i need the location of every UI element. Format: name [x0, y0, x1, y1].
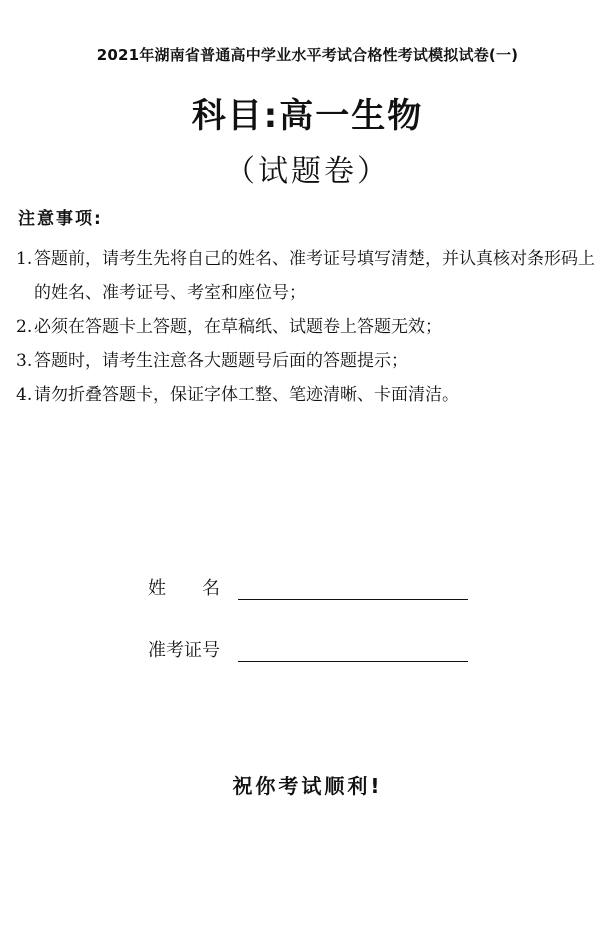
notice-item-text: 答题时，请考生注意各大题题号后面的答题提示； — [34, 351, 408, 371]
notice-item — [16, 242, 606, 310]
notice-item-text: 请勿折叠答题卡，保证字体工整、笔迹清晰、卡面清洁。 — [34, 385, 459, 405]
notice-item-number: 2. — [16, 317, 33, 337]
notice-item — [16, 344, 606, 378]
exam-id-field-row — [148, 636, 468, 662]
notice-item — [16, 310, 606, 344]
name-blank-line[interactable] — [238, 577, 468, 600]
subject-title: 科目:高一生物 — [191, 96, 424, 136]
name-label: 姓 名 — [148, 578, 220, 599]
exam-id-blank-line[interactable] — [238, 639, 468, 662]
exam-title: 2021年湖南省普通高中学业水平考试合格性考试模拟试卷(一) — [96, 46, 519, 64]
notice-item-text: 必须在答题卡上答题，在草稿纸、试题卷上答题无效； — [34, 317, 442, 337]
notice-list — [16, 242, 606, 412]
notice-item-number: 3. — [16, 351, 33, 371]
good-luck-message: 祝你考试顺利! — [232, 774, 383, 798]
notice-item-number: 4. — [16, 385, 33, 405]
notice-item-number: 1. — [16, 249, 33, 269]
name-field-row — [148, 574, 468, 600]
volume-label: （试题卷） — [225, 154, 390, 189]
notice-title: 注意事项: — [18, 209, 103, 229]
exam-id-label: 准考证号 — [148, 640, 220, 661]
notice-item — [16, 378, 606, 412]
notice-item-text: 答题前，请考生先将自己的姓名、准考证号填写清楚，并认真核对条形码上的姓名、准考证号、考室和座位号； — [34, 249, 595, 303]
